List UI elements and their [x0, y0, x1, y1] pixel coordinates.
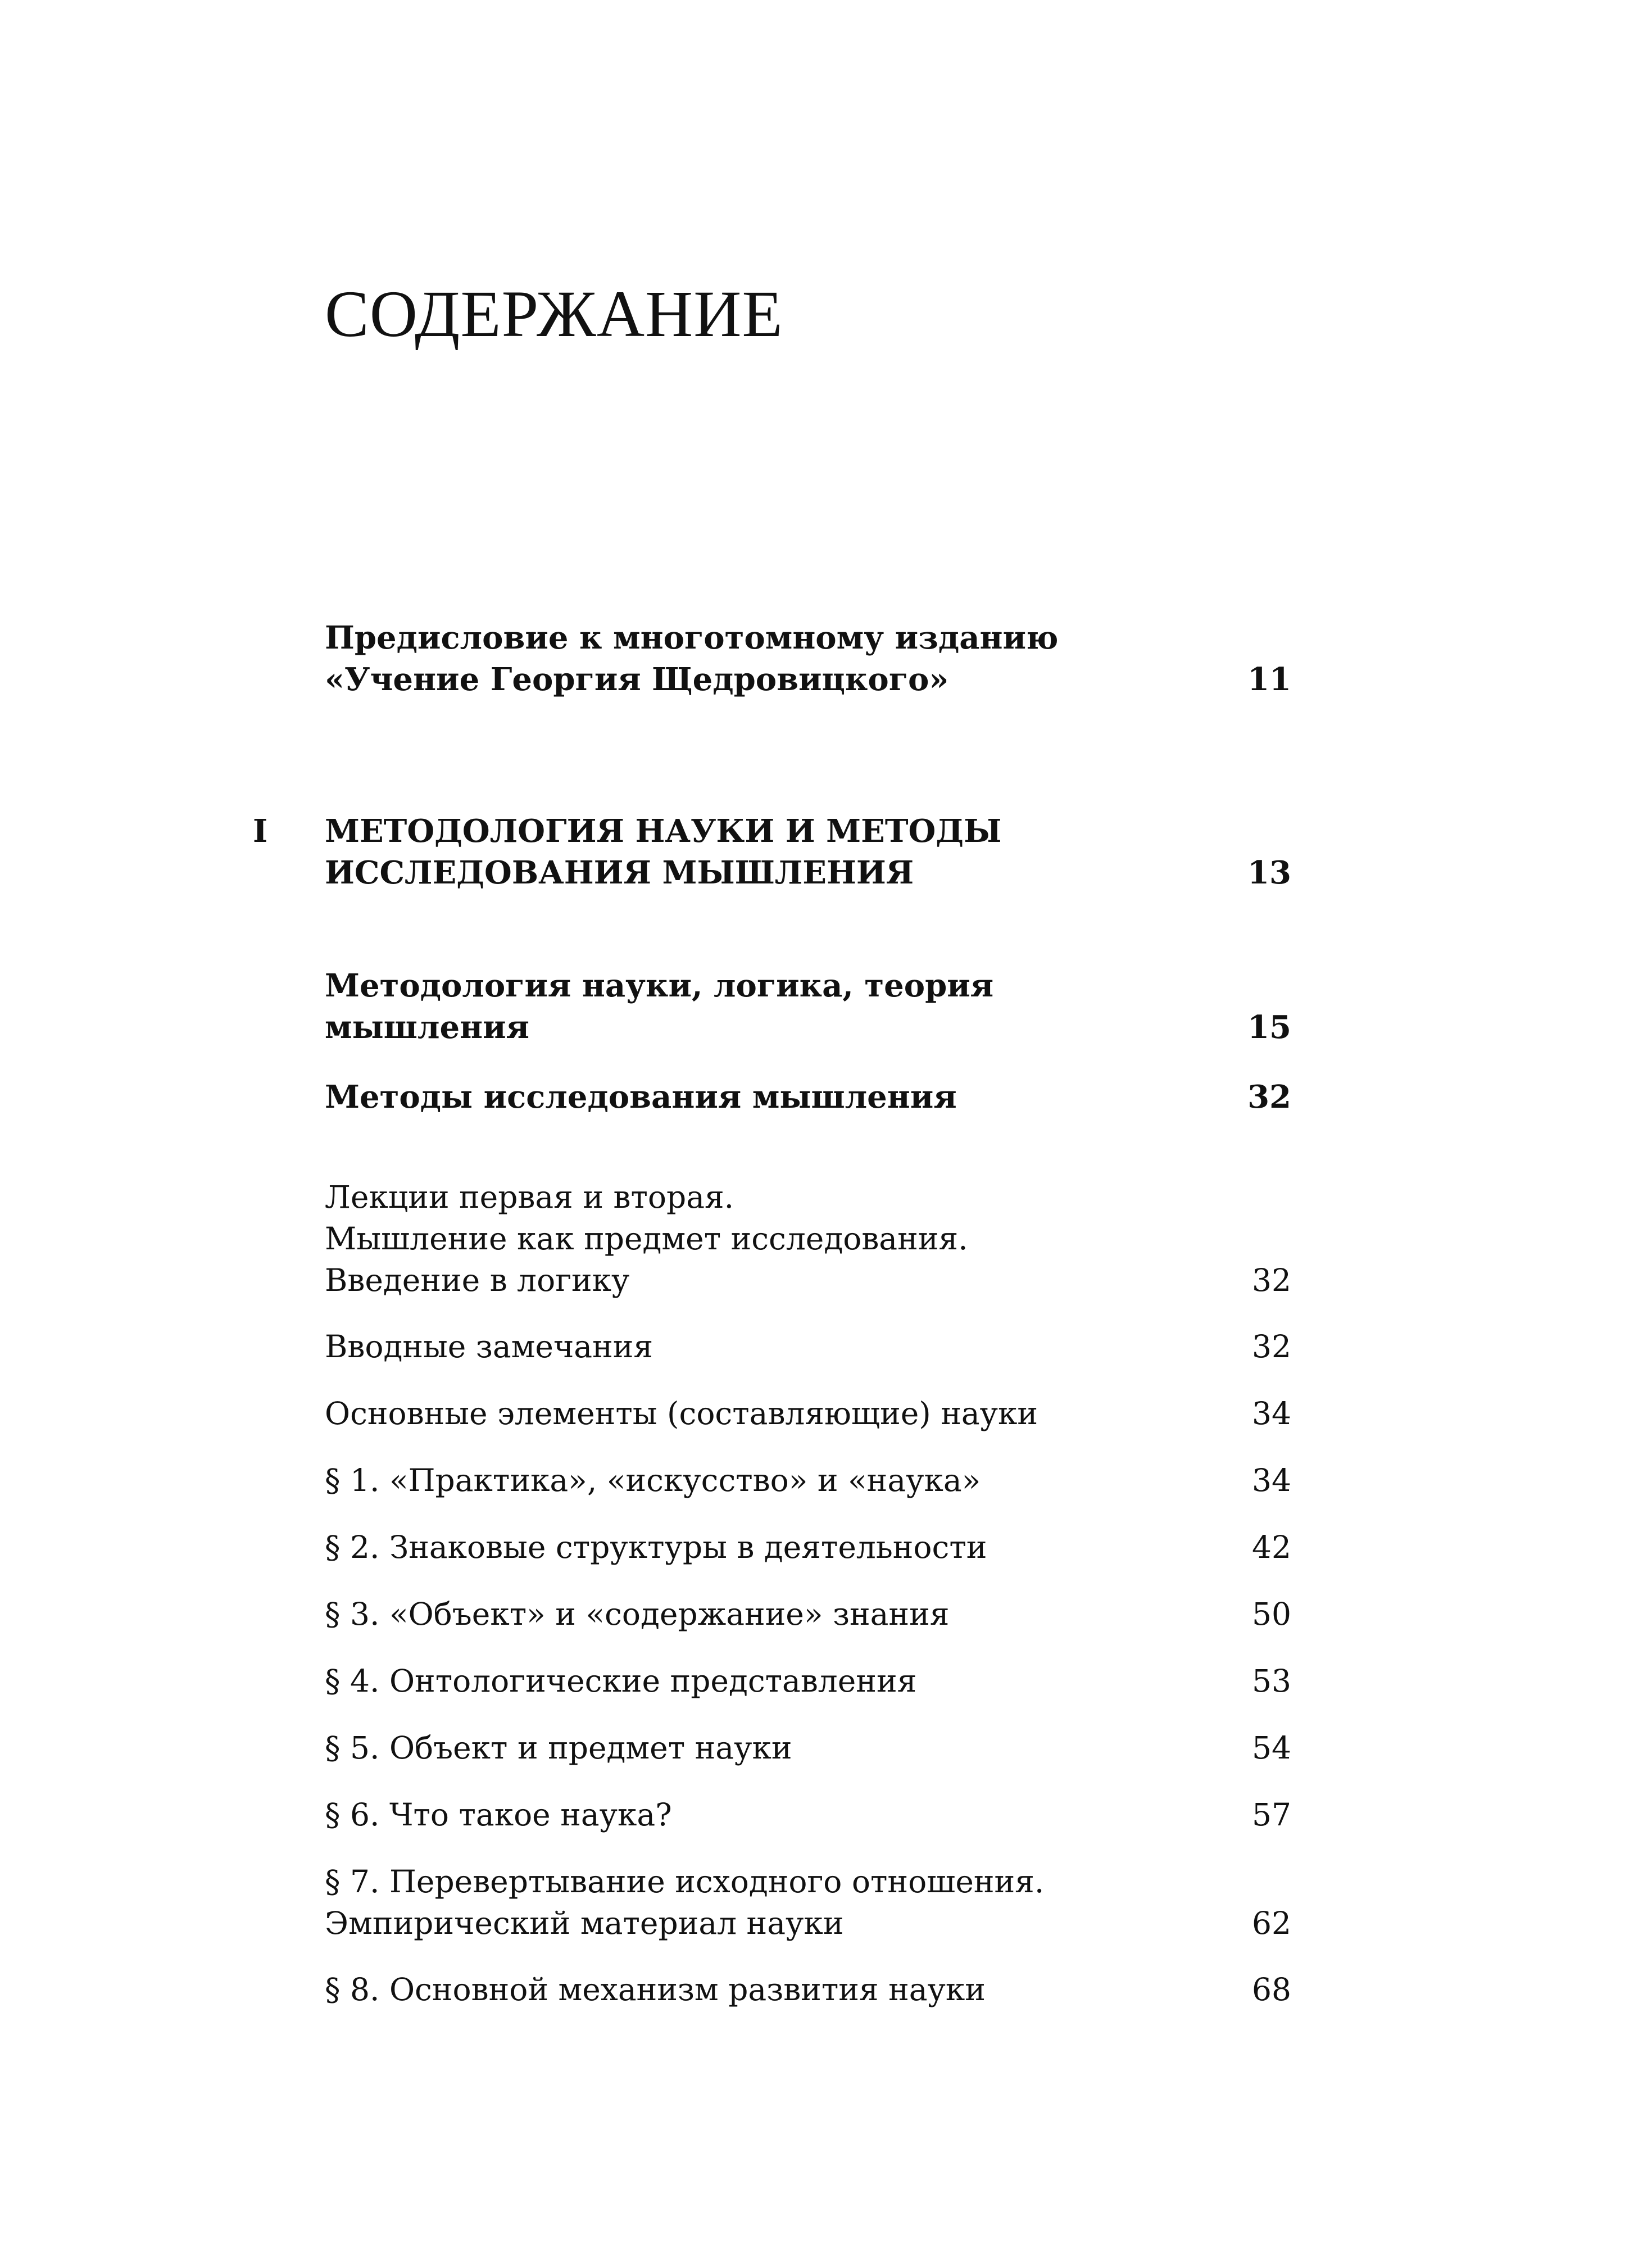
- toc-entry-preface[interactable]: [325, 617, 1291, 700]
- toc-page-number: 50: [1252, 1596, 1291, 1632]
- toc-entry-title: § 8. Основной механизм развития науки: [325, 1971, 986, 2007]
- toc-entry[interactable]: [325, 1393, 1291, 1434]
- toc-entry-title: § 2. Знаковые структуры в деятельности: [325, 1529, 987, 1565]
- toc-entry-title: § 5. Объект и предмет науки: [325, 1730, 792, 1766]
- toc-entry-title: Методология науки, логика, теория мышления: [325, 967, 994, 1046]
- toc-entry-title: МЕТОДОЛОГИЯ НАУКИ И МЕТОДЫ ИССЛЕДОВАНИЯ МЫШЛЕНИЯ: [325, 813, 1002, 891]
- toc-page-number: 34: [1252, 1462, 1291, 1498]
- toc-page-number: 57: [1252, 1797, 1291, 1833]
- toc-page-number: 32: [1247, 1078, 1291, 1116]
- toc-page-number: 34: [1252, 1395, 1291, 1431]
- toc-entry[interactable]: [325, 1526, 1291, 1568]
- toc-entry-title: Предисловие к многотомному изданию «Учение Георгия Щедровицкого»: [325, 619, 1059, 698]
- toc-entry[interactable]: [325, 1326, 1291, 1367]
- toc-page-number: 62: [1252, 1905, 1291, 1941]
- page-title: СОДЕРЖАНИЕ: [325, 277, 783, 351]
- toc-page-number: 53: [1252, 1663, 1291, 1699]
- toc-entry-section-2[interactable]: [325, 1076, 1291, 1118]
- toc-page-number: 32: [1252, 1262, 1291, 1298]
- toc-entry-title: § 3. «Объект» и «содержание» знания: [325, 1596, 950, 1632]
- toc-entry-title: § 6. Что такое наука?: [325, 1797, 672, 1833]
- toc-entry[interactable]: [325, 1727, 1291, 1769]
- toc-entry[interactable]: [325, 1593, 1291, 1635]
- toc-entry[interactable]: [325, 1969, 1291, 2010]
- toc-entry[interactable]: [325, 1176, 1291, 1301]
- toc-entry-title: § 7. Перевертывание исходного отношения. Эмпирический материал науки: [325, 1864, 1045, 1941]
- toc-entry[interactable]: [325, 1660, 1291, 1702]
- toc-entry-part-1[interactable]: [325, 810, 1291, 894]
- part-number: I: [253, 813, 268, 850]
- toc-page-number: 42: [1252, 1529, 1291, 1565]
- toc-page-number: 15: [1247, 1009, 1291, 1046]
- toc-entry[interactable]: [325, 1861, 1291, 1944]
- toc-page-number: 13: [1247, 854, 1291, 891]
- toc-page-number: 11: [1247, 661, 1291, 698]
- toc-entry-title: § 1. «Практика», «искусство» и «наука»: [325, 1462, 981, 1498]
- toc-entry-title: § 4. Онтологические представления: [325, 1663, 917, 1699]
- toc-entry-title: Вводные замечания: [325, 1329, 653, 1365]
- toc-entry[interactable]: [325, 1794, 1291, 1835]
- toc-entry-title: Методы исследования мышления: [325, 1078, 957, 1116]
- toc-entry[interactable]: [325, 1460, 1291, 1501]
- toc-entry-section-1[interactable]: [325, 965, 1291, 1048]
- toc-page-number: 54: [1252, 1730, 1291, 1766]
- toc-entry-title: Лекции первая и вторая. Мышление как предмет исследования. Введение в логику: [325, 1179, 968, 1298]
- toc-entry-title: Основные элементы (составляющие) науки: [325, 1395, 1038, 1431]
- toc-page-number: 32: [1252, 1329, 1291, 1365]
- toc-page-number: 68: [1252, 1971, 1291, 2007]
